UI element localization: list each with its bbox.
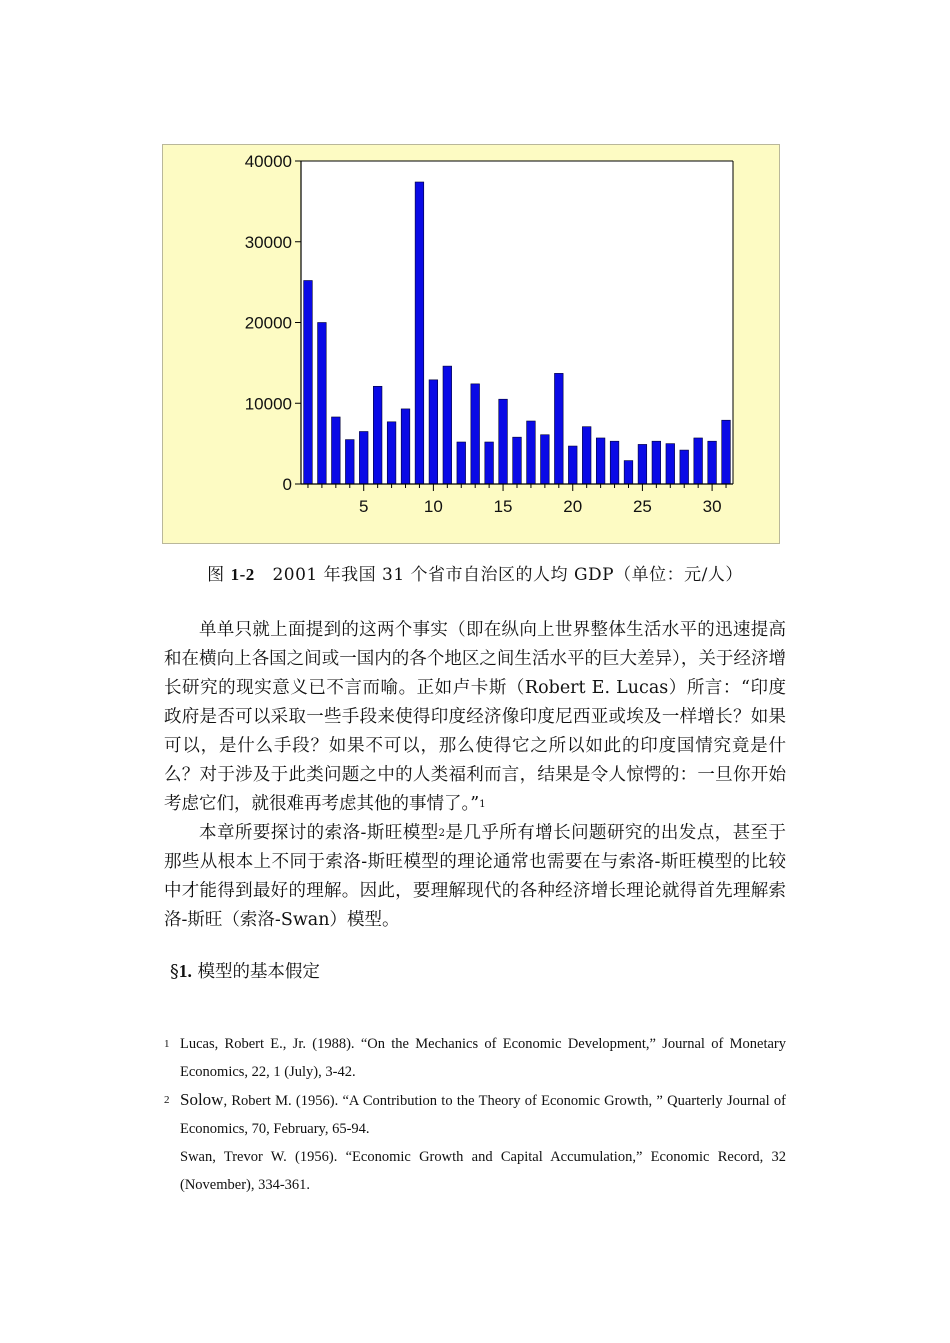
bar-27 [666, 444, 675, 484]
bar-4 [345, 440, 354, 484]
bar-15 [499, 399, 508, 484]
bar-10 [429, 380, 438, 484]
chart-canvas [163, 145, 781, 545]
paragraph-1-text: 单单只就上面提到的这两个事实（即在纵向上世界整体生活水平的迅速提高和在横向上各国之间或一国内的各个地区之间生活水平的巨大差异），关于经济增长研究的现实意义已不言而喻。正如卢卡斯（Robert E. Lucas）所言：“印度政府是否可以采取一些手段来使得印度经济像印度尼西亚或埃及一样增长？如果可以，是什么手段？如果不可以，那么使得它之所以如此的印度国情究竟是什么？对于涉及于此类问题之中的人类福利而言，结果是令人惊愕的：一旦你开始考虑它们，就很难再考虑其他的事情了。” [164, 620, 786, 814]
bar-24 [624, 461, 633, 484]
x-tick-label-30: 30 [702, 497, 722, 516]
bar-18 [541, 435, 550, 484]
bar-25 [638, 444, 647, 484]
bar-7 [387, 422, 396, 484]
footnotes [164, 1030, 786, 1199]
footnote-ref-2[interactable]: 2 [438, 828, 446, 839]
bar-9 [415, 182, 424, 484]
footnote-1-text: Lucas, Robert E., Jr. (1988). “On the Mechanics of Economic Development,” Journal of Monetary Economics, 22, 1 (July), 3-42. [180, 1036, 786, 1080]
y-tick-label-30000: 30000 [244, 232, 292, 252]
paragraph-2-text-b: 是几乎所有增长问题研究的出发点，甚至于那些从根本上不同于索洛-斯旺模型的理论通常也需要在与索洛-斯旺模型的比较中才能得到最好的理解。因此，要理解现代的各种经济增长理论就得首先理解索洛-斯旺（索洛-Swan）模型。 [164, 823, 786, 930]
bar-28 [680, 450, 689, 484]
caption-figure-number: 1-2 [230, 565, 255, 584]
footnote-2-swan-text: Swan, Trevor W. (1956). “Economic Growth and Capital Accumulation,” Economic Record, 32 (November), 334-361. [180, 1149, 786, 1193]
bar-30 [708, 441, 717, 484]
y-tick-label-20000: 20000 [244, 313, 292, 333]
x-tick-label-5: 5 [358, 497, 369, 516]
bar-16 [513, 437, 522, 484]
paragraph-2 [164, 819, 786, 935]
bar-11 [443, 366, 452, 484]
bar-12 [457, 442, 466, 484]
bar-14 [485, 442, 494, 484]
footnote-2-swan [164, 1143, 786, 1199]
footnote-1 [164, 1030, 786, 1086]
footnote-2 [164, 1086, 786, 1143]
section-number: 1. [178, 961, 192, 981]
footnote-2-number: 2 [164, 1094, 170, 1106]
figure-caption [0, 560, 950, 585]
footnote-2-solow: Solow [180, 1090, 224, 1109]
bar-31 [722, 420, 731, 484]
bar-29 [694, 438, 703, 484]
paragraph-1 [164, 616, 786, 819]
bar-20 [568, 446, 577, 484]
bar-6 [373, 386, 382, 484]
bar-5 [359, 432, 368, 484]
bar-23 [610, 441, 619, 484]
x-tick-label-15: 15 [493, 497, 513, 516]
footnote-1-number: 1 [164, 1038, 170, 1050]
bar-19 [554, 373, 563, 484]
footnote-2-text: , Robert M. (1956). “A Contribution to the Theory of Economic Growth, ” Quarterly Journal of Economics, 70, February, 65-94. [180, 1093, 786, 1137]
x-tick-label-10: 10 [423, 497, 443, 516]
x-tick-label-25: 25 [632, 497, 652, 516]
bar-2 [318, 323, 327, 485]
section-symbol: § [170, 962, 179, 982]
bar-26 [652, 441, 661, 484]
bar-13 [471, 384, 480, 484]
x-tick-label-20: 20 [563, 497, 583, 516]
paragraph-2-text-a: 本章所要探讨的索洛-斯旺模型 [199, 823, 439, 843]
section-heading [170, 958, 320, 983]
section-title: 模型的基本假定 [191, 962, 320, 982]
footnote-ref-1[interactable]: 1 [479, 799, 486, 810]
y-tick-label-0: 0 [282, 475, 292, 494]
caption-text: 2001 年我国 31 个省市自治区的人均 GDP（单位：元/人） [272, 565, 743, 585]
bar-8 [401, 409, 410, 484]
bar-21 [582, 427, 591, 484]
bar-3 [332, 417, 341, 484]
caption-prefix: 图 [207, 565, 231, 585]
gdp-bar-chart [162, 144, 780, 544]
y-tick-label-10000: 10000 [244, 394, 292, 414]
bar-22 [596, 438, 605, 484]
main-text [164, 616, 786, 935]
y-tick-label-40000: 40000 [244, 152, 292, 171]
bar-1 [304, 281, 313, 484]
bar-17 [527, 421, 536, 484]
